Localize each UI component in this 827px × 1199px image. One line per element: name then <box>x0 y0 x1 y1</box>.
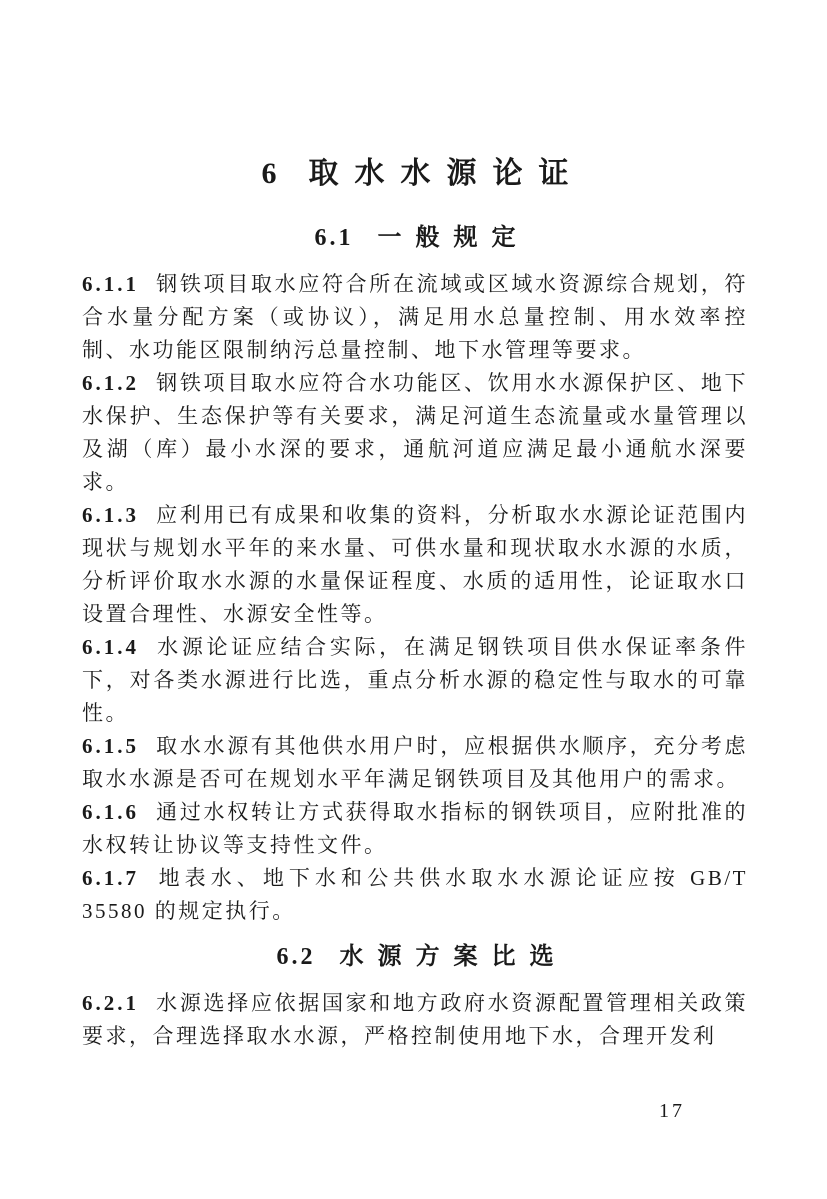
clause-text: 钢铁项目取水应符合水功能区、饮用水水源保护区、地下水保护、生态保护等有关要求，满足河道生态流量或水量管理以及湖（库）最小水深的要求，通航河道应满足最小通航水深要求。 <box>82 371 748 494</box>
clause-6-1-6 <box>82 796 748 862</box>
section-number: 6.1 <box>314 225 354 251</box>
clause-text: 取水水源有其他供水用户时，应根据供水顺序，充分考虑取水水源是否可在规划水平年满足钢铁项目及其他用户的需求。 <box>82 734 748 791</box>
clause-text: 地表水、地下水和公共供水取水水源论证应按 GB/T 35580 的规定执行。 <box>82 866 748 923</box>
chapter-heading <box>82 157 748 191</box>
section-title-text: 水源方案比选 <box>339 944 568 970</box>
page-content <box>82 0 748 1053</box>
clause-6-1-7 <box>82 862 748 928</box>
clause-text: 应利用已有成果和收集的资料，分析取水水源论证范围内现状与规划水平年的来水量、可供水量和现状取水水源的水质，分析评价取水水源的水量保证程度、水质的适用性，论证取水口设置合理性、水源安全性等。 <box>82 503 748 626</box>
section-heading-6-1 <box>82 223 748 253</box>
clause-number: 6.1.1 <box>82 272 139 296</box>
section-number: 6.2 <box>276 944 316 970</box>
clause-6-1-4 <box>82 631 748 730</box>
page-number: 17 <box>659 1100 685 1122</box>
clause-text: 通过水权转让方式获得取水指标的钢铁项目，应附批准的水权转让协议等支持性文件。 <box>82 800 748 857</box>
section-heading-6-2 <box>82 942 748 972</box>
clause-6-1-5 <box>82 730 748 796</box>
clause-number: 6.1.7 <box>82 866 139 890</box>
clause-number: 6.1.2 <box>82 371 139 395</box>
clause-text: 钢铁项目取水应符合所在流域或区域水资源综合规划，符合水量分配方案（或协议），满足用水总量控制、用水效率控制、水功能区限制纳污总量控制、地下水管理等要求。 <box>82 272 748 362</box>
clause-number: 6.1.3 <box>82 503 139 527</box>
clause-number: 6.2.1 <box>82 991 139 1015</box>
clause-number: 6.1.6 <box>82 800 139 824</box>
clause-number: 6.1.4 <box>82 635 139 659</box>
section-title-text: 一般规定 <box>377 225 530 251</box>
clause-number: 6.1.5 <box>82 734 139 758</box>
clause-text: 水源论证应结合实际，在满足钢铁项目供水保证率条件下，对各类水源进行比选，重点分析水源的稳定性与取水的可靠性。 <box>82 635 748 725</box>
clause-6-1-2 <box>82 367 748 499</box>
clause-6-1-3 <box>82 499 748 631</box>
clause-6-1-1 <box>82 268 748 367</box>
chapter-title-text: 取水水源论证 <box>308 157 585 190</box>
clause-text: 水源选择应依据国家和地方政府水资源配置管理相关政策要求，合理选择取水水源，严格控制使用地下水，合理开发利 <box>82 991 748 1048</box>
clause-6-2-1 <box>82 987 748 1053</box>
chapter-number: 6 <box>261 157 279 190</box>
